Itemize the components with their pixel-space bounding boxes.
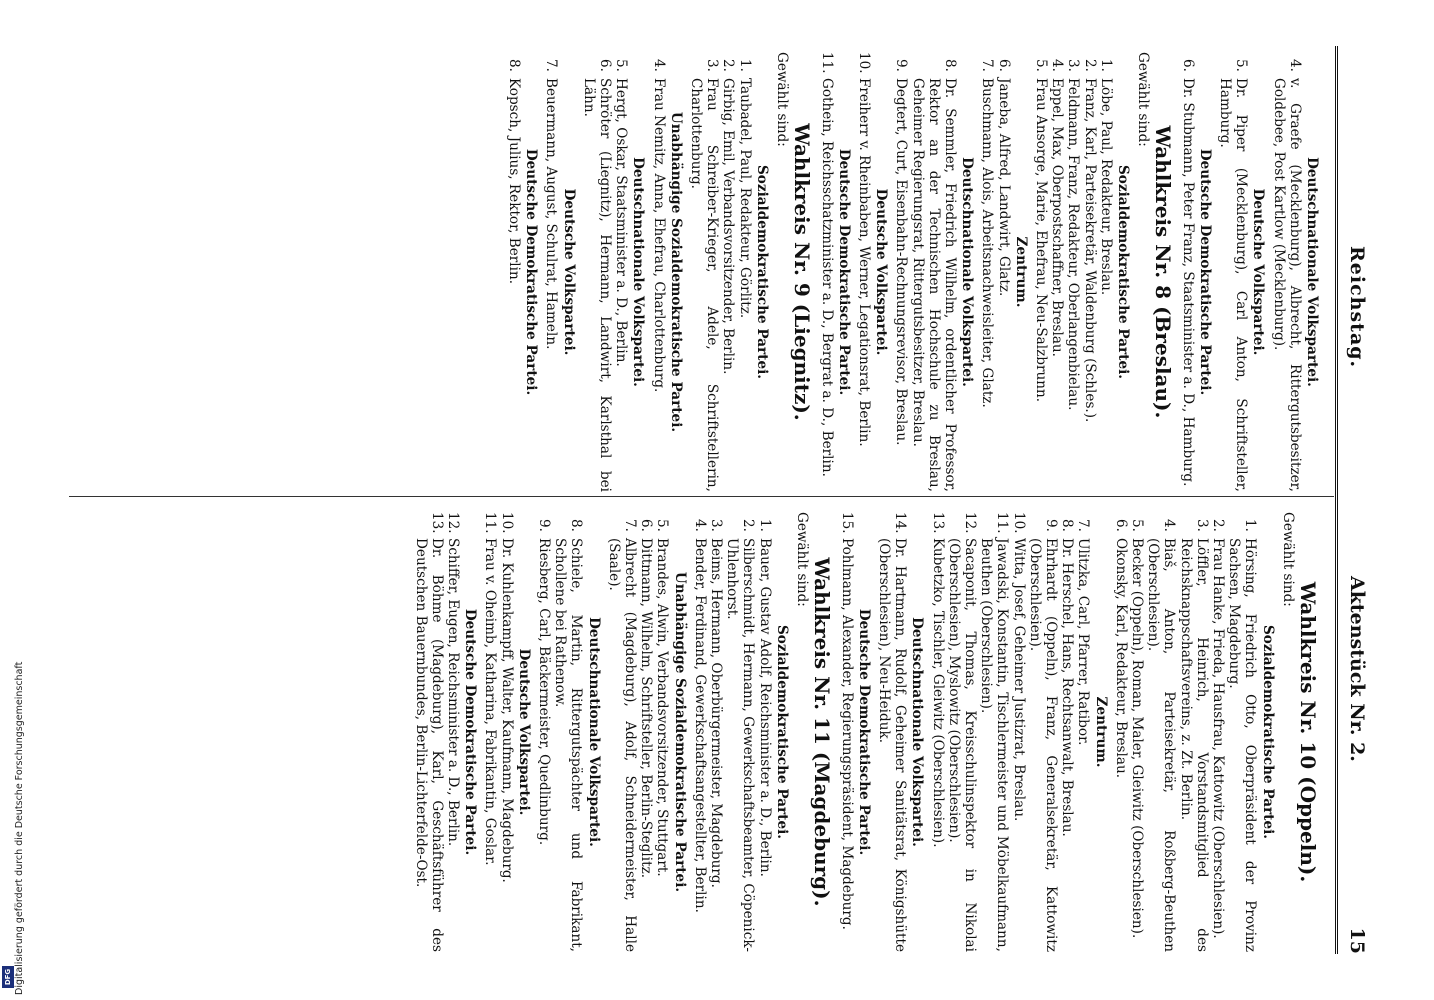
party-heading: Zentrum. <box>1012 236 1029 308</box>
entry-text: Eppel, Max, Oberpostschaffner, Breslau. <box>1049 78 1066 357</box>
party-heading: Sozialdemokratische Partei. <box>1259 624 1276 840</box>
deputy-entry <box>737 52 753 492</box>
deputy-entry <box>1217 52 1249 492</box>
deputy-entry <box>1179 52 1195 492</box>
deputy-entry <box>856 52 872 492</box>
entry-number: 7. <box>979 59 996 72</box>
deputy-entry <box>1098 52 1114 492</box>
entry-number: 1. <box>1242 519 1259 532</box>
deputy-entry <box>445 512 461 952</box>
wahlkreis-9-list <box>506 52 770 492</box>
entry-number: 5. <box>1032 59 1049 72</box>
entry-number: 7. <box>543 59 560 72</box>
deputy-entry <box>893 52 909 492</box>
wahlkreis-10-title: Wahlkreis Nr. 10 (Oppeln). <box>1296 581 1320 883</box>
entry-number: 10. <box>498 512 515 534</box>
party-heading: Zentrum. <box>1092 696 1109 768</box>
intro-block <box>1179 52 1320 492</box>
gewaehlt-label: Gewählt sind: <box>794 512 811 607</box>
deputy-entry <box>876 512 908 952</box>
deputy-entry <box>692 512 708 952</box>
deputy-entry <box>1010 512 1026 952</box>
entry-number: 4. <box>650 59 667 72</box>
deputy-entry <box>1145 512 1177 952</box>
entry-text: Freiherr v. Rheinbaben, Werner, Legationsrat, Berlin. <box>855 78 872 447</box>
entry-text: Janeba, Alfred, Landwirt, Glatz. <box>995 78 1012 297</box>
entry-text: Beims, Hermann, Oberbürgermeister, Magdeburg. <box>708 538 725 888</box>
entry-number: 2. <box>1081 59 1098 72</box>
party-heading: Deutsche Volkspartei. <box>515 648 532 816</box>
running-header <box>1336 46 1396 954</box>
party-heading: Deutschnationale Volkspartei. <box>585 617 602 847</box>
party-heading: Deutsche Demokratische Partei. <box>1196 148 1213 396</box>
entry-text: Pohlmann, Alexander, Regierungspräsident, Magdeburg. <box>838 538 855 930</box>
entry-number: 4. <box>691 519 708 532</box>
party-heading: Deutsche Volkspartei. <box>873 188 890 356</box>
entry-text: Dr. Böhme (Magdeburg), Karl, Geschäftsführer des Deutschen Bauernbundes, Berlin-Lichterfelde-Ost. <box>412 538 445 952</box>
deputy-entry <box>979 52 995 492</box>
wahlkreis-11-list <box>412 512 789 952</box>
deputy-entry <box>995 52 1011 492</box>
wahlkreis-9-title: Wahlkreis Nr. 9 (Liegnitz). <box>790 123 815 421</box>
deputy-entry <box>1270 52 1302 492</box>
entry-text: Schiffer, Eugen, Reichsminister a. D., Berlin. <box>445 538 462 847</box>
entry-number: 2. <box>1209 519 1226 532</box>
deputy-entry <box>757 512 773 952</box>
entry-number: 5. <box>1233 59 1250 72</box>
header-subtitle: Aktenstück Nr. 2. <box>1346 576 1368 762</box>
entry-text: Frau Ansorge, Marie, Ehefrau, Neu-Salzbrunn. <box>1032 78 1049 403</box>
deputy-entry <box>498 512 514 952</box>
entry-text: Buschmann, Alois, Arbeitsnachweisleiter, Glatz. <box>979 78 996 408</box>
entry-number: 8. <box>568 519 585 532</box>
entry-text: Dr. Semmler, Friedrich Wilhelm, ordentlicher Professor, Rektor an der Technischen Hochschule zu Breslau, Geheimer Regierungsrat, Rittergutsbesitzer, Breslau. <box>909 78 958 492</box>
header-rule <box>1335 46 1338 954</box>
party-heading: Sozialdemokratische Partei. <box>753 164 770 380</box>
entry-number: 2. <box>740 519 757 532</box>
entry-number: 2. <box>720 59 737 72</box>
entry-number: 6. <box>995 59 1012 72</box>
dfg-logo-text: DFG <box>4 968 13 986</box>
entry-number: 10. <box>855 52 872 74</box>
wahlkreis-11-title: Wahlkreis Nr. 11 (Magdeburg). <box>810 557 835 907</box>
entry-number: 6. <box>1112 519 1129 532</box>
entry-text: Dr. Herschel, Hans, Rechtsanwalt, Breslau. <box>1059 538 1076 837</box>
entry-number: 13. <box>929 512 946 534</box>
entry-number: 3. <box>708 519 725 532</box>
entry-text: Silberschmidt, Hermann, Gewerkschaftsbeamter, Cöpenick-Uhlenhorst. <box>724 538 757 952</box>
deputy-entry <box>818 52 834 492</box>
entry-number: 6. <box>1179 59 1196 72</box>
wahlkreis-8-title: Wahlkreis Nr. 8 (Breslau). <box>1151 125 1176 419</box>
entry-number: 12. <box>445 512 462 534</box>
entry-number: 11. <box>994 512 1011 534</box>
entry-number: 8. <box>1059 519 1076 532</box>
right-column <box>412 512 1324 952</box>
deputy-entry <box>978 512 1010 952</box>
wahlkreis-10-list <box>838 512 1275 952</box>
deputy-entry <box>1177 512 1209 952</box>
deputy-entry <box>543 52 559 492</box>
deputy-entry <box>720 52 736 492</box>
entry-text: Bender, Ferdinand, Gewerkschaftsangestellter, Berlin. <box>691 538 708 913</box>
party-heading: Deutsche Volkspartei. <box>560 188 577 356</box>
gewaehlt-label: Gewählt sind: <box>1279 512 1296 607</box>
deputy-entry <box>1033 52 1049 492</box>
deputy-entry <box>1210 512 1226 952</box>
entry-number: 14. <box>892 512 909 534</box>
entry-text: Degtert, Curt, Eisenbahn-Rechnungsrevisor, Breslau. <box>893 78 910 446</box>
entry-number: 5. <box>654 519 671 532</box>
party-heading: Sozialdemokratische Partei. <box>1114 164 1131 380</box>
entry-number: 3. <box>1065 59 1082 72</box>
deputy-entry <box>506 52 522 492</box>
party-heading: Deutschnationale Volkspartei. <box>959 157 976 387</box>
entry-text: Schröter (Liegnitz), Hermann, Landwirt, Karlsthal bei Lähn. <box>580 78 614 492</box>
entry-number: 4. <box>1286 59 1303 72</box>
deputy-entry <box>1075 512 1091 952</box>
deputy-entry <box>1059 512 1075 952</box>
entry-number: 1. <box>1097 59 1114 72</box>
deputy-entry <box>1113 512 1129 952</box>
entry-text: Bauer, Gustav Adolf, Reichsminister a. D., Berlin. <box>756 538 773 877</box>
entry-number: 6. <box>638 519 655 532</box>
deputy-entry <box>909 52 958 492</box>
entry-text: Kubetzko, Tischler, Gleiwitz (Oberschlesien). <box>929 538 946 848</box>
entry-text: Hergt, Oskar, Staatsminister a. D., Berlin. <box>613 78 630 367</box>
entry-text: Brandes, Alwin, Verbandsvorsitzender, Stuttgart. <box>654 538 671 877</box>
deputy-entry <box>1226 512 1258 952</box>
entry-text: Sacaponit, Thomas, Kreisschulinspektor in Nikolai (Oberschlesien), Myslowitz (Oberschlesien). <box>945 538 978 952</box>
entry-number: 1. <box>756 519 773 532</box>
party-heading: Deutsche Demokratische Partei. <box>835 148 852 396</box>
entry-text: Löbe, Paul, Redakteur, Breslau. <box>1097 78 1114 296</box>
entry-text: Dr. Piper (Mecklenburg), Carl Anton, Schriftsteller, Hamburg. <box>1216 78 1250 492</box>
entry-text: Frau Nemitz, Anna, Ehefrau, Charlottenburg. <box>650 78 667 393</box>
entry-number: 9. <box>893 59 910 72</box>
page-number: 15 <box>1346 927 1368 954</box>
gewaehlt-label: Gewählt sind: <box>774 52 791 147</box>
entry-number: 4. <box>1161 519 1178 532</box>
entry-text: Schiele, Martin, Rittergutspächter und Fabrikant, Schollene bei Rathenow. <box>552 538 585 952</box>
entry-text: Hörsing, Friedrich Otto, Oberpräsident der Provinz Sachsen, Magdeburg. <box>1226 538 1259 952</box>
entry-text: Ulitzka, Carl, Pfarrer, Ratibor. <box>1075 538 1092 746</box>
entry-number: 5. <box>1128 519 1145 532</box>
entry-text: Feldmann, Franz, Redakteur, Oberlangenbielau. <box>1065 78 1082 411</box>
entry-number: 3. <box>704 59 721 72</box>
entry-number: 13. <box>428 512 445 534</box>
entry-text: Frau Hanke, Frieda, Hausfrau, Kattowitz (Oberschlesien). <box>1209 538 1226 939</box>
entry-text: Okonsky, Karl, Redakteur, Breslau. <box>1112 538 1129 779</box>
party-heading: Deutsche Demokratische Partei. <box>523 148 540 396</box>
deputy-entry <box>838 512 854 952</box>
entry-number: 1. <box>736 59 753 72</box>
deputy-entry <box>412 512 444 952</box>
deputy-entry <box>581 52 613 492</box>
deputy-entry <box>688 52 720 492</box>
party-heading: Deutschnationale Volkspartei. <box>630 157 647 387</box>
entry-number: 3. <box>1193 519 1210 532</box>
gewaehlt-label: Gewählt sind: <box>1135 52 1152 147</box>
entry-text: Dittmann, Wilhelm, Schriftsteller, Berlin-Steglitz. <box>638 538 655 879</box>
entry-text: Jawadski, Konstantin, Tischlermeister und Möbelkaufmann, Beuthen (Oberschlesien). <box>978 538 1011 952</box>
entry-text: Witta, Josef, Geheimer Justizrat, Breslau. <box>1010 538 1027 822</box>
entry-text: Löffler, Heinrich, Vorstandsmitglied des Reichsknappschaftsvereins, z. Zt. Berlin. <box>1177 538 1210 952</box>
party-heading: Deutsche Demokratische Partei. <box>462 608 479 856</box>
entry-number: 8. <box>941 59 958 72</box>
entry-number: 9. <box>536 519 553 532</box>
party-heading: Unabhängige Sozialdemokratische Partei. <box>667 111 684 433</box>
deputy-entry <box>552 512 584 952</box>
entry-text: Taubadel, Paul, Redakteur, Görlitz. <box>736 78 753 319</box>
entry-text: Dr. Hartmann, Rudolf, Geheimer Sanitätsrat, Königshütte (Oberschlesien), Neu-Heiduk. <box>875 538 909 952</box>
header-title: Reichstag. <box>1346 246 1368 369</box>
deputy-entry <box>638 512 654 952</box>
deputy-entry <box>1027 512 1059 952</box>
entry-text: Dr. Kuhlenkampff, Walter, Kaufmann, Magdeburg. <box>498 538 515 883</box>
entry-text: Ehrhardt (Oppeln), Franz, Generalsekretär, Kattowitz (Oberschlesien). <box>1026 538 1059 952</box>
deputy-entry <box>650 52 666 492</box>
deputy-entry <box>946 512 978 952</box>
party-heading: Deutschnationale Volkspartei. <box>909 617 926 847</box>
deputy-entry <box>929 512 945 952</box>
entry-text: Gothein, Reichsschatzminister a. D., Bergrat a. D., Berlin. <box>818 78 835 477</box>
entry-number: 10. <box>1010 512 1027 534</box>
deputy-entry <box>724 512 756 952</box>
deputy-entry <box>536 512 552 952</box>
deputy-entry <box>1129 512 1145 952</box>
funding-note: Digitalisierung gefördert durch die Deutsche Forschungsgemeinschaft <box>14 661 25 995</box>
entry-text: Albrecht (Magdeburg), Adolf, Schneidermeister, Halle (Saale). <box>605 538 639 952</box>
deputy-entry <box>1049 52 1065 492</box>
entry-text: Beuermann, August, Schulrat, Hameln. <box>543 78 560 350</box>
entry-text: Becker (Oppeln), Roman, Maler, Gleiwitz (Oberschlesien). <box>1128 538 1145 939</box>
party-heading: Deutschnationale Volkspartei. <box>1304 157 1320 387</box>
entry-number: 9. <box>1042 519 1059 532</box>
entry-text: Kopsch, Julius, Rektor, Berlin. <box>506 78 523 285</box>
party-heading: Deutsche Volkspartei. <box>1250 188 1267 356</box>
deputy-entry <box>708 512 724 952</box>
party-heading: Deutsche Demokratische Partei. <box>855 608 872 856</box>
entry-number: 8. <box>506 59 523 72</box>
deputy-entry <box>1081 52 1097 492</box>
deputy-entry <box>1065 52 1081 492</box>
entry-number: 12. <box>961 512 978 534</box>
entry-number: 4. <box>1049 59 1066 72</box>
entry-number: 11. <box>482 512 499 534</box>
entry-text: v. Graefe (Mecklenburg), Albrecht, Rittergutsbesitzer, Goldebee, Post Kartlow (Mecklenburg). <box>1270 78 1303 492</box>
deputy-entry <box>606 512 638 952</box>
entry-text: Franz, Karl, Parteisekretär, Waldenburg (Schles.). <box>1081 78 1098 423</box>
party-heading: Unabhängige Sozialdemokratische Partei. <box>671 571 688 893</box>
entry-number: 5. <box>613 59 630 72</box>
entry-number: 15. <box>838 512 855 534</box>
deputy-entry <box>482 512 498 952</box>
entry-text: Frau v. Oheimb, Katharina, Fabrikantin, Goslar. <box>482 538 499 866</box>
entry-number: 11. <box>818 52 835 74</box>
entry-text: Riesberg, Carl, Bäckermeister, Quedlinburg. <box>536 538 553 846</box>
party-heading: Sozialdemokratische Partei. <box>773 624 790 840</box>
entry-number: 7. <box>1075 519 1092 532</box>
column-divider <box>69 496 1334 497</box>
entry-text: Dr. Stubmann, Peter Franz, Staatsminister a. D., Hamburg. <box>1179 78 1196 487</box>
entry-number: 6. <box>597 59 614 72</box>
deputy-entry <box>613 52 629 492</box>
left-column <box>506 52 1324 492</box>
entry-number: 7. <box>622 519 639 532</box>
deputy-entry <box>654 512 670 952</box>
entry-text: Frau Schreiber-Krieger, Adele, Schriftstellerin, Charlottenburg. <box>688 78 721 492</box>
wahlkreis-8-list <box>818 52 1131 492</box>
entry-text: Biaš, Anton, Parteisekretär, Roßberg-Beuthen (Oberschlesien). <box>1145 538 1178 952</box>
entry-text: Girbig, Emil, Verbandsvorsitzender, Berlin. <box>720 78 737 375</box>
